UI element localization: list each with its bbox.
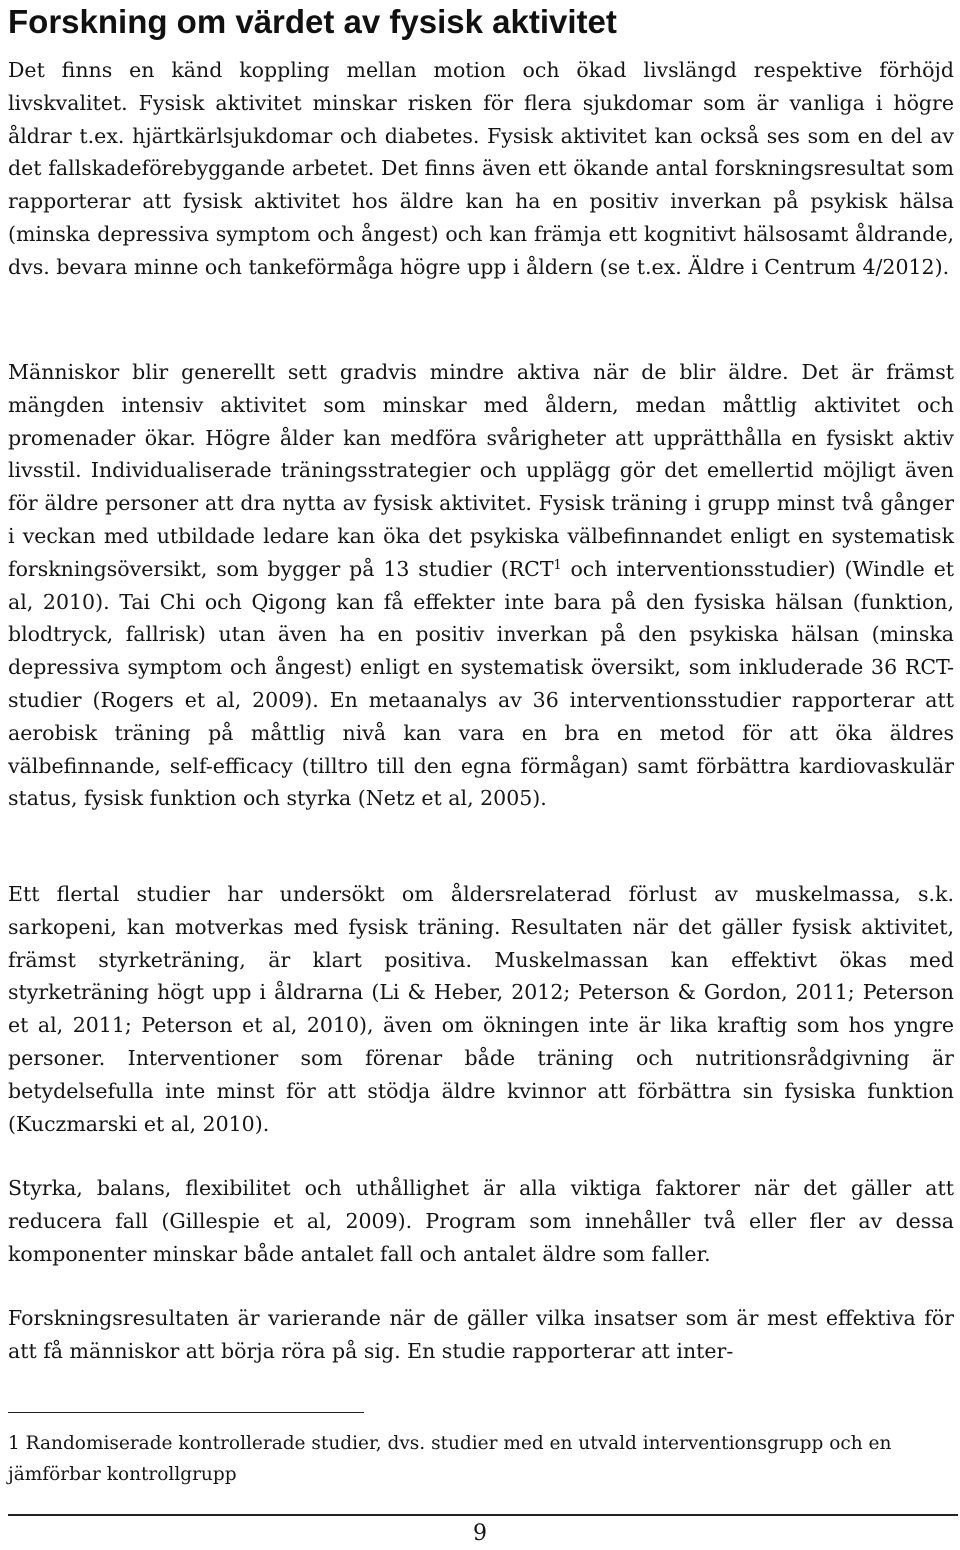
paragraph-2-part-2: och interventionsstudier) (Windle et al, 2010). Tai Chi och Qigong kan få effekter inte bara på den fysiska hälsan (funktion, blodtryck, fallrisk) utan även ha en positiv inverkan på den psykiska hälsan (minska depressiva symptom och ångest) enligt en systematisk översikt, som inkluderade 36 RCT-studier (Rogers et al, 2009). En metaanalys av 36 interventionsstudier rapporterar att aerobisk träning på måttlig nivå kan vara en bra en metod för att öka äldres välbefinnande, self-efficacy (tilltro till den egna förmågan) samt förbättra kardiovaskulär status, fysisk funktion och styrka (Netz et al, 2005). [8,556,954,811]
footnote-text: Randomiserade kontrollerade studier, dvs. studier med en utvald interventionsgrupp och en jämförbar kontrollgrupp [8,1433,892,1485]
paragraph-4: Styrka, balans, flexibilitet och uthållighet är alla viktiga faktorer när det gäller att reducera fall (Gillespie et al, 2009). Program som innehåller två eller fler av dessa komponenter minskar både antalet fall och antalet äldre som faller. [8,1176,954,1266]
paragraph-3: Ett flertal studier har undersökt om åldersrelaterad förlust av muskelmassa, s.k. sarkopeni, kan motverkas med fysisk träning. Resultaten när det gäller fysisk aktivitet, främst styrketräning, är klart positiva. Muskelmassan kan effektivt ökas med styrketräning högt upp i åldrarna (Li & Heber, 2012; Peterson & Gordon, 2011; Peterson et al, 2011; Peterson et al, 2010), även om ökningen inte är lika kraftig som hos yngre personer. Interventioner som förenar både träning och nutritionsrådgivning är betydelsefulla inte minst för att stödja äldre kvinnor att förbättra sin fysiska funktion (Kuczmarski et al, 2010). [8,882,954,1136]
footnote-reference: 1 [553,556,562,572]
paragraph-2 [8,356,954,815]
page-title: Forskning om värdet av fysisk aktivitet [8,3,617,40]
paragraph-1: Det finns en känd koppling mellan motion och ökad livslängd respektive förhöjd livskvalitet. Fysisk aktivitet minskar risken för flera sjukdomar som är vanliga i högre åldrar t.ex. hjärtkärlsjukdomar och diabetes. Fysisk aktivitet kan också ses som en del av det fallskadeförebyggande arbetet. Det finns även ett ökande antal forskningsresultat som rapporterar att fysisk aktivitet hos äldre kan ha en positiv inverkan på psykisk hälsa (minska depressiva symptom och ångest) och kan främja ett kognitivt hälsosamt åldrande, dvs. bevara minne och tankeförmåga högre upp i åldern (se t.ex. Äldre i Centrum 4/2012). [8,58,954,279]
paragraph-2-part-1: Människor blir generellt sett gradvis mindre aktiva när de blir äldre. Det är främst mängden intensiv aktivitet som minskar med åldern, medan måttlig aktivitet och promenader ökar. Högre ålder kan medföra svårigheter att upprätthålla en fysiskt aktiv livsstil. Individualiserade träningsstrategier och upplägg gör det emellertid möjligt även för äldre personer att dra nytta av fysisk aktivitet. Fysisk träning i grupp minst två gånger i veckan med utbildade ledare kan öka det psykiska välbefinnandet enligt en systematisk forskningsöversikt, som bygger på 13 studier (RCT [8,360,954,581]
paragraph-5: Forskningsresultaten är varierande när de gäller vilka insatser som är mest effektiva för att få människor att börja röra på sig. En studie rapporterar att inter- [8,1306,954,1363]
footnote-divider [8,1412,364,1413]
page-footer-divider [8,1514,958,1516]
footnote-number: 1 [8,1433,20,1454]
footnote [8,1428,948,1490]
page-number: 9 [473,1521,487,1546]
